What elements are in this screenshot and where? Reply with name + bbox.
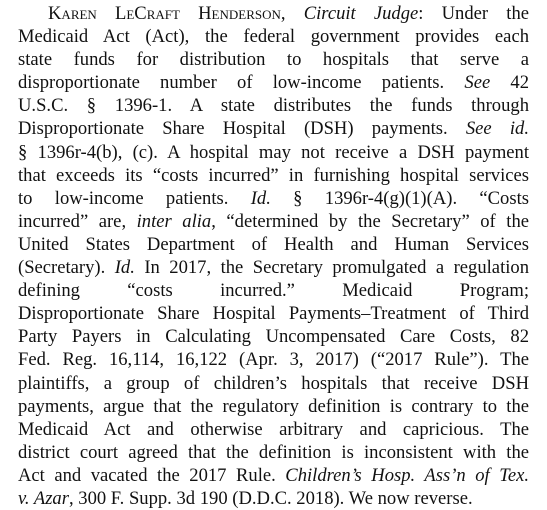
opinion-text-segment: , 300 F. Supp. 3d 190 (D.D.C. 2018). We now reverse. bbox=[68, 487, 473, 509]
italic-citation: Children’s Hosp. Ass’n of Tex. bbox=[285, 464, 529, 486]
opinion-text-segment: § 1396r-4(g)(1)(A). “Costs bbox=[270, 187, 529, 209]
opinion-text-segment: defining “costs incurred.” Medicaid Program; bbox=[18, 280, 529, 302]
opinion-text-segment: Fed. Reg. 16,114, 16,122 (Apr. 3, 2017) (“2017 Rule”). The bbox=[18, 349, 529, 371]
opinion-line-9 bbox=[18, 187, 529, 210]
opinion-text-segment: Disproportionate Share Hospital (DSH) payments. bbox=[18, 118, 466, 140]
opinion-text-segment: that exceeds its “costs incurred” in furnishing hospital services bbox=[18, 164, 529, 186]
opinion-text-segment: : Under the bbox=[418, 3, 529, 24]
opinion-line-14 bbox=[18, 302, 529, 325]
opinion-text-segment: In 2017, the Secretary promulgated a regulation bbox=[134, 257, 529, 279]
italic-citation: inter alia bbox=[136, 210, 212, 232]
opinion-paragraph bbox=[18, 2, 529, 510]
opinion-text-segment: to low-income patients. bbox=[18, 187, 251, 209]
opinion-line-3 bbox=[18, 48, 529, 71]
opinion-text-segment: United States Department of Health and Human Services bbox=[18, 233, 529, 255]
opinion-line-17 bbox=[18, 372, 529, 395]
opinion-text-segment: incurred” are, bbox=[18, 210, 137, 232]
opinion-line-4 bbox=[18, 71, 529, 94]
opinion-line-13 bbox=[18, 279, 529, 302]
opinion-text-segment: district court agreed that the definition is inconsistent with the bbox=[18, 441, 529, 463]
italic-citation: See id. bbox=[465, 118, 529, 140]
opinion-line-8 bbox=[18, 164, 529, 187]
opinion-body-lines bbox=[18, 25, 529, 510]
opinion-line-11 bbox=[18, 233, 529, 256]
opinion-line-19 bbox=[18, 418, 529, 441]
opinion-line-2 bbox=[18, 25, 529, 48]
opinion-text-segment: U.S.C. § 1396-1. A state distributes the funds through bbox=[18, 95, 529, 117]
opinion-line-16 bbox=[18, 348, 529, 371]
judge-name: Karen LeCraft Henderson bbox=[48, 3, 281, 24]
opinion-line-12 bbox=[18, 256, 529, 279]
italic-citation: Id. bbox=[250, 187, 271, 209]
opinion-text-segment: Disproportionate Share Hospital Payments–Treatment of Third bbox=[18, 303, 529, 325]
opinion-line-15 bbox=[18, 325, 529, 348]
opinion-text-segment: Medicaid Act (Act), the federal government provides each bbox=[18, 26, 529, 48]
opinion-text-segment: state funds for distribution to hospitals that serve a bbox=[18, 49, 529, 71]
opinion-line-20 bbox=[18, 441, 529, 464]
opinion-text-segment: 42 bbox=[490, 72, 529, 94]
opinion-text-segment: Act and vacated the 2017 Rule. bbox=[18, 464, 286, 486]
italic-citation: v. Azar bbox=[18, 487, 69, 509]
opinion-line-1: Karen LeCraft Henderson, Circuit Judge: Under the bbox=[48, 3, 529, 24]
opinion-text-segment: Medicaid Act and otherwise arbitrary and capricious. The bbox=[18, 418, 529, 440]
opinion-line-5 bbox=[18, 94, 529, 117]
opinion-text-segment: disproportionate number of low-income patients. bbox=[18, 72, 465, 94]
opinion-text-segment: Party Payers in Calculating Uncompensated Care Costs, 82 bbox=[18, 326, 529, 348]
judge-title: Circuit Judge bbox=[303, 3, 419, 24]
opinion-line-7 bbox=[18, 141, 529, 164]
opinion-line-22 bbox=[18, 487, 529, 510]
opinion-line-6 bbox=[18, 117, 529, 140]
opinion-line-18 bbox=[18, 395, 529, 418]
italic-citation: Id. bbox=[114, 257, 135, 279]
opinion-text-segment: , “determined by the Secretary” of the bbox=[211, 210, 529, 232]
opinion-text-segment: payments, argue that the regulatory definition is contrary to the bbox=[18, 395, 529, 417]
opinion-line-21 bbox=[18, 464, 529, 487]
opinion-line-10 bbox=[18, 210, 529, 233]
opinion-text-segment: (Secretary). bbox=[18, 257, 115, 279]
italic-citation: See bbox=[464, 72, 491, 94]
opinion-text-segment: plaintiffs, a group of children’s hospitals that receive DSH bbox=[18, 372, 529, 394]
opinion-text-segment: § 1396r-4(b), (c). A hospital may not receive a DSH payment bbox=[18, 141, 529, 163]
opinion-line-1-rest bbox=[418, 3, 529, 24]
